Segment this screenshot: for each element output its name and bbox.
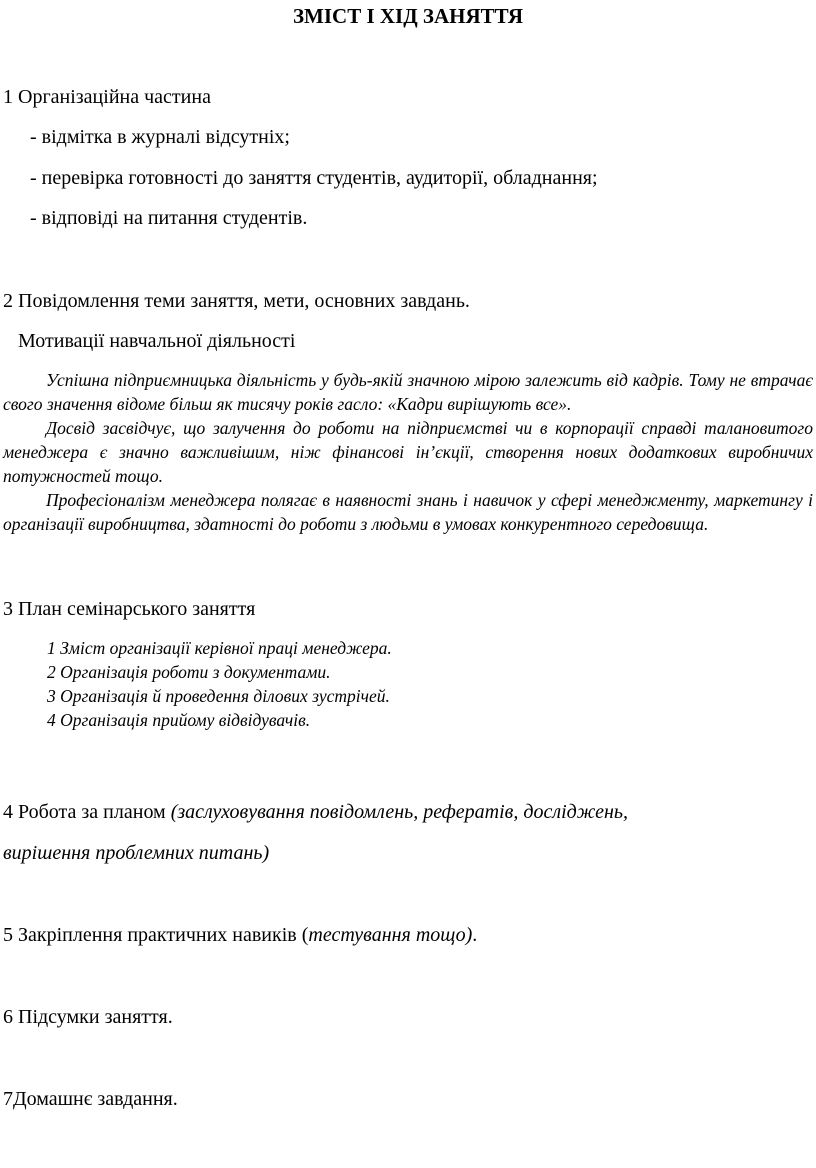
- section-4-note-continued: вирішення проблемних питань): [3, 842, 270, 864]
- plan-item: 2 Організація роботи з документами.: [47, 662, 331, 682]
- section-1-item: - відмітка в журналі відсутніх;: [30, 126, 290, 148]
- section-1-heading: 1 Організаційна частина: [3, 86, 211, 108]
- section-3-heading: 3 План семінарського заняття: [3, 598, 256, 620]
- section-6-heading: 6 Підсумки заняття.: [3, 1006, 173, 1028]
- section-2-subheading: Мотивації навчальної діяльності: [18, 330, 296, 352]
- section-5-tail: .: [472, 924, 478, 946]
- plan-item: 4 Організація прийому відвідувачів.: [47, 710, 311, 730]
- motivation-paragraph: Досвід засвідчує, що залучення до роботи на підприємстві чи в корпорації справді талановитого менеджера є значно важливішим, ніж фінансові ін’єкції, створення нових додаткових виробничих потужностей тощо.: [3, 418, 813, 486]
- page-title: ЗМІСТ І ХІД ЗАНЯТТЯ: [292, 4, 524, 28]
- section-5-line: [3, 924, 477, 947]
- section-7-heading: 7Домашнє завдання.: [3, 1088, 178, 1110]
- section-4-heading: 4 Робота за планом: [3, 801, 171, 823]
- section-5-heading: 5 Закріплення практичних навиків (: [3, 924, 309, 946]
- motivation-paragraph: Професіоналізм менеджера полягає в наявності знань і навичок у сфері менеджменту, маркетингу і організації виробництва, здатності до роботи з людьми в умовах конкурентного середовища.: [3, 490, 813, 534]
- section-1-item: - перевірка готовності до заняття студентів, аудиторії, обладнання;: [30, 167, 598, 189]
- section-4-note: (заслуховування повідомлень, рефератів, досліджень,: [170, 801, 628, 823]
- section-4-line-1: [3, 801, 628, 824]
- section-1-item: - відповіді на питання студентів.: [30, 207, 308, 229]
- motivation-paragraph: Успішна підприємницька діяльність у будь-якій значною мірою залежить від кадрів. Тому не втрачає свого значення відоме більш як тисячу років гасло: «Кадри вирішують все».: [3, 370, 813, 414]
- plan-item: 3 Організація й проведення ділових зустрічей.: [47, 686, 390, 706]
- section-5-note: тестування тощо): [308, 924, 473, 946]
- plan-item: 1 Зміст організації керівної праці менеджера.: [47, 638, 392, 658]
- section-2-heading: 2 Повідомлення теми заняття, мети, основних завдань.: [3, 290, 470, 312]
